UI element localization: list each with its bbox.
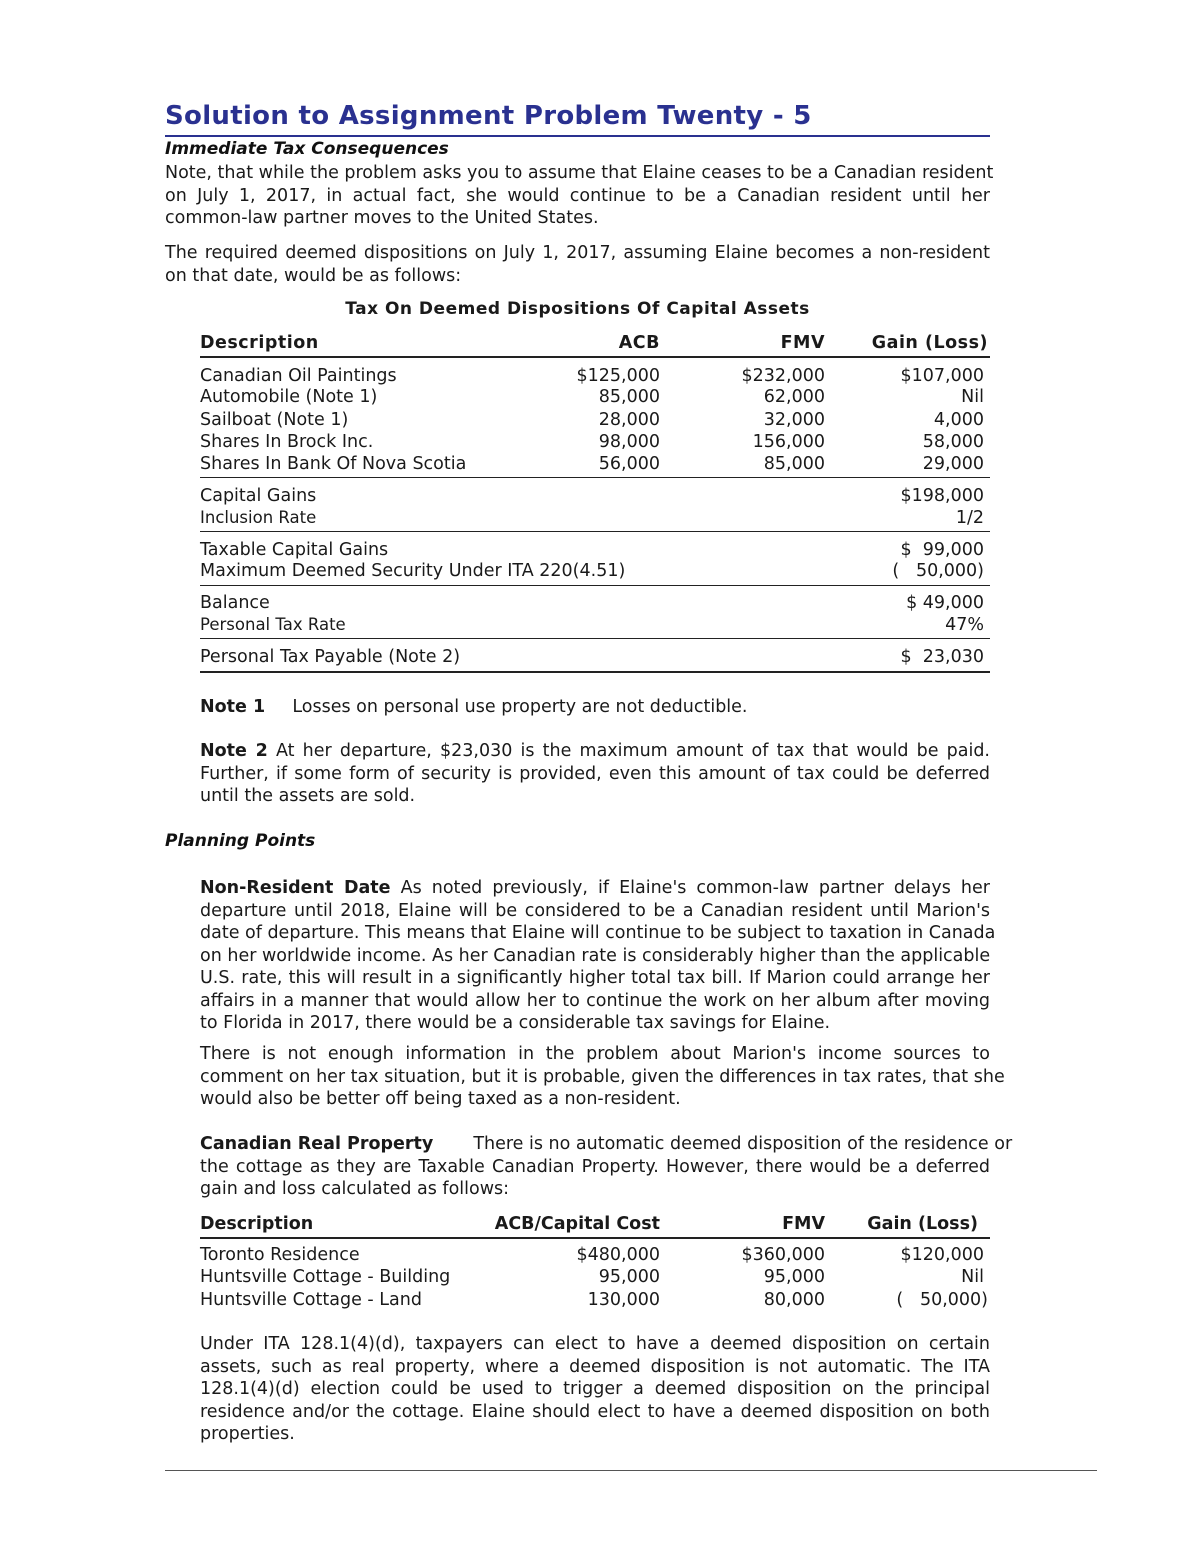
non-resident-date-label: Non-Resident Date: [200, 878, 391, 898]
note-1-label: Note 1: [200, 697, 266, 717]
column-header-acb-capital-cost: ACB/Capital Cost: [494, 1214, 660, 1234]
summary-value: 1/2: [955, 508, 984, 528]
table-rule: [200, 531, 990, 532]
cell-gain: Nil: [961, 1267, 984, 1287]
footer-rule: [165, 1470, 1097, 1471]
paragraph-election: [200, 1333, 990, 1446]
table-rule: [200, 638, 990, 639]
text-line: to Florida in 2017, there would be a considerable tax savings for Elaine.: [200, 1013, 831, 1033]
non-resident-date-text: As noted previously, if Elaine's common-law partner delays her: [400, 878, 990, 898]
text-line: until the assets are sold.: [200, 786, 416, 806]
text-line: [200, 877, 990, 900]
summary-label: Balance: [200, 593, 270, 613]
section-heading-planning: Planning Points: [165, 831, 316, 851]
cell-fmv: $360,000: [741, 1245, 825, 1265]
section-heading-immediate: Immediate Tax Consequences: [165, 139, 449, 159]
paragraph-residency-note: [165, 162, 994, 230]
cell-gain: 29,000: [922, 454, 984, 474]
cell-description: Shares In Bank Of Nova Scotia: [200, 454, 467, 474]
text-line: 128.1(4)(d) election could be used to trigger a deemed disposition on the principal: [200, 1379, 990, 1399]
real-property-text: There is no automatic deemed disposition of the residence or: [473, 1134, 1013, 1154]
cell-gain: Nil: [961, 387, 984, 407]
summary-label: Inclusion Rate: [200, 508, 317, 527]
cell-fmv: 95,000: [763, 1267, 825, 1287]
summary-value: ( 50,000): [892, 561, 984, 581]
cell-acb: $125,000: [576, 366, 660, 386]
cell-acb: $480,000: [576, 1245, 660, 1265]
text-line: U.S. rate, this will result in a significantly higher total tax bill. If Marion could arrange her: [200, 968, 990, 988]
summary-value: $ 49,000: [906, 593, 984, 613]
column-header-fmv: FMV: [782, 1214, 825, 1234]
summary-label: Personal Tax Payable (Note 2): [200, 647, 461, 667]
cell-acb: 85,000: [598, 387, 660, 407]
column-header-fmv: FMV: [780, 333, 825, 353]
cell-gain: 58,000: [922, 432, 984, 452]
table-title: Tax On Deemed Dispositions Of Capital Assets: [345, 299, 810, 319]
summary-label: Maximum Deemed Security Under ITA 220(4.51): [200, 561, 626, 581]
text-line: would also be better off being taxed as a non-resident.: [200, 1089, 681, 1109]
text-line: [200, 1133, 1013, 1156]
cell-description: Huntsville Cottage - Building: [200, 1267, 451, 1287]
cell-description: Automobile (Note 1): [200, 387, 378, 407]
summary-value: $198,000: [900, 486, 984, 506]
table-rule: [200, 477, 990, 478]
summary-value: $ 99,000: [900, 540, 984, 560]
text-line: gain and loss calculated as follows:: [200, 1179, 510, 1199]
cell-fmv: 80,000: [763, 1290, 825, 1310]
paragraph-real-property: [200, 1133, 1013, 1201]
real-property-label: Canadian Real Property: [200, 1134, 434, 1154]
text-line: Under ITA 128.1(4)(d), taxpayers can elect to have a deemed disposition on certain: [200, 1334, 990, 1354]
cell-acb: 95,000: [598, 1267, 660, 1287]
note-2-text: At her departure, $23,030 is the maximum amount of tax that would be paid.: [275, 741, 990, 761]
paragraph-marion-income: [200, 1043, 1005, 1111]
note-2: [200, 740, 990, 808]
cell-acb: 98,000: [598, 432, 660, 452]
text-line: on that date, would be as follows:: [165, 265, 462, 286]
text-line: common-law partner moves to the United States.: [165, 208, 599, 228]
cell-description: Sailboat (Note 1): [200, 410, 349, 430]
summary-value: $ 23,030: [900, 647, 984, 667]
cell-fmv: 85,000: [763, 454, 825, 474]
text-line: on her worldwide income. As her Canadian rate is considerably higher than the applicable: [200, 945, 991, 966]
cell-acb: 130,000: [587, 1290, 660, 1310]
text-line: affairs in a manner that would allow her to continue the work on her album after moving: [200, 990, 990, 1011]
cell-acb: 56,000: [598, 454, 660, 474]
cell-description: Canadian Oil Paintings: [200, 366, 397, 386]
text-line: departure until 2018, Elaine will be considered to be a Canadian resident until Marion's: [200, 900, 990, 921]
table-rule: [200, 585, 990, 586]
cell-gain: 4,000: [933, 410, 984, 430]
text-line: residence and/or the cottage. Elaine should elect to have a deemed disposition on both: [200, 1401, 990, 1422]
cell-fmv: 62,000: [763, 387, 825, 407]
table-rule: [200, 671, 990, 673]
column-header-description: Description: [200, 333, 319, 353]
cell-gain: $107,000: [900, 366, 984, 386]
note-2-label: Note 2: [200, 741, 268, 761]
text-line: There is not enough information in the problem about Marion's income sources to: [200, 1044, 990, 1064]
page-title: Solution to Assignment Problem Twenty - 5: [165, 101, 812, 131]
text-line: properties.: [200, 1424, 295, 1444]
text-line: Further, if some form of security is provided, even this amount of tax could be deferred: [200, 763, 990, 784]
cell-acb: 28,000: [598, 410, 660, 430]
paragraph-non-resident-date: [200, 877, 996, 1035]
text-line: [200, 740, 990, 763]
text-line: date of departure. This means that Elaine will continue to be subject to taxation in Canada: [200, 923, 996, 943]
cell-gain: ( 50,000): [896, 1290, 988, 1310]
column-header-description: Description: [200, 1214, 314, 1234]
text-line: The required deemed dispositions on July 1, 2017, assuming Elaine becomes a non-resident: [165, 243, 990, 263]
cell-description: Toronto Residence: [200, 1245, 360, 1265]
text-line: assets, such as real property, where a deemed disposition is not automatic. The ITA: [200, 1356, 990, 1377]
cell-fmv: 32,000: [763, 410, 825, 430]
paragraph-deemed-dispositions: [165, 242, 990, 287]
text-line: Note, that while the problem asks you to assume that Elaine ceases to be a Canadian resident: [165, 163, 994, 183]
cell-fmv: 156,000: [752, 432, 825, 452]
text-line: the cottage as they are Taxable Canadian Property. However, there would be a deferred: [200, 1156, 990, 1177]
note-1-text: Losses on personal use property are not deductible.: [292, 697, 748, 717]
summary-label: Taxable Capital Gains: [200, 540, 389, 560]
text-line: comment on her tax situation, but it is probable, given the differences in tax rates, that she: [200, 1066, 1005, 1087]
cell-description: Shares In Brock Inc.: [200, 432, 374, 452]
column-header-gain-loss: Gain (Loss): [871, 333, 988, 353]
column-header-acb: ACB: [618, 333, 660, 353]
table-rule: [200, 1237, 990, 1239]
cell-description: Huntsville Cottage - Land: [200, 1290, 422, 1310]
cell-gain: $120,000: [900, 1245, 984, 1265]
summary-label: Capital Gains: [200, 486, 317, 506]
summary-value: 47%: [945, 615, 984, 635]
cell-fmv: $232,000: [741, 366, 825, 386]
table-rule: [200, 356, 990, 358]
title-underline: [165, 135, 990, 137]
summary-label: Personal Tax Rate: [200, 615, 346, 634]
column-header-gain-loss: Gain (Loss): [867, 1214, 978, 1234]
note-1: [200, 696, 748, 718]
text-line: on July 1, 2017, in actual fact, she would continue to be a Canadian resident until her: [165, 185, 990, 206]
